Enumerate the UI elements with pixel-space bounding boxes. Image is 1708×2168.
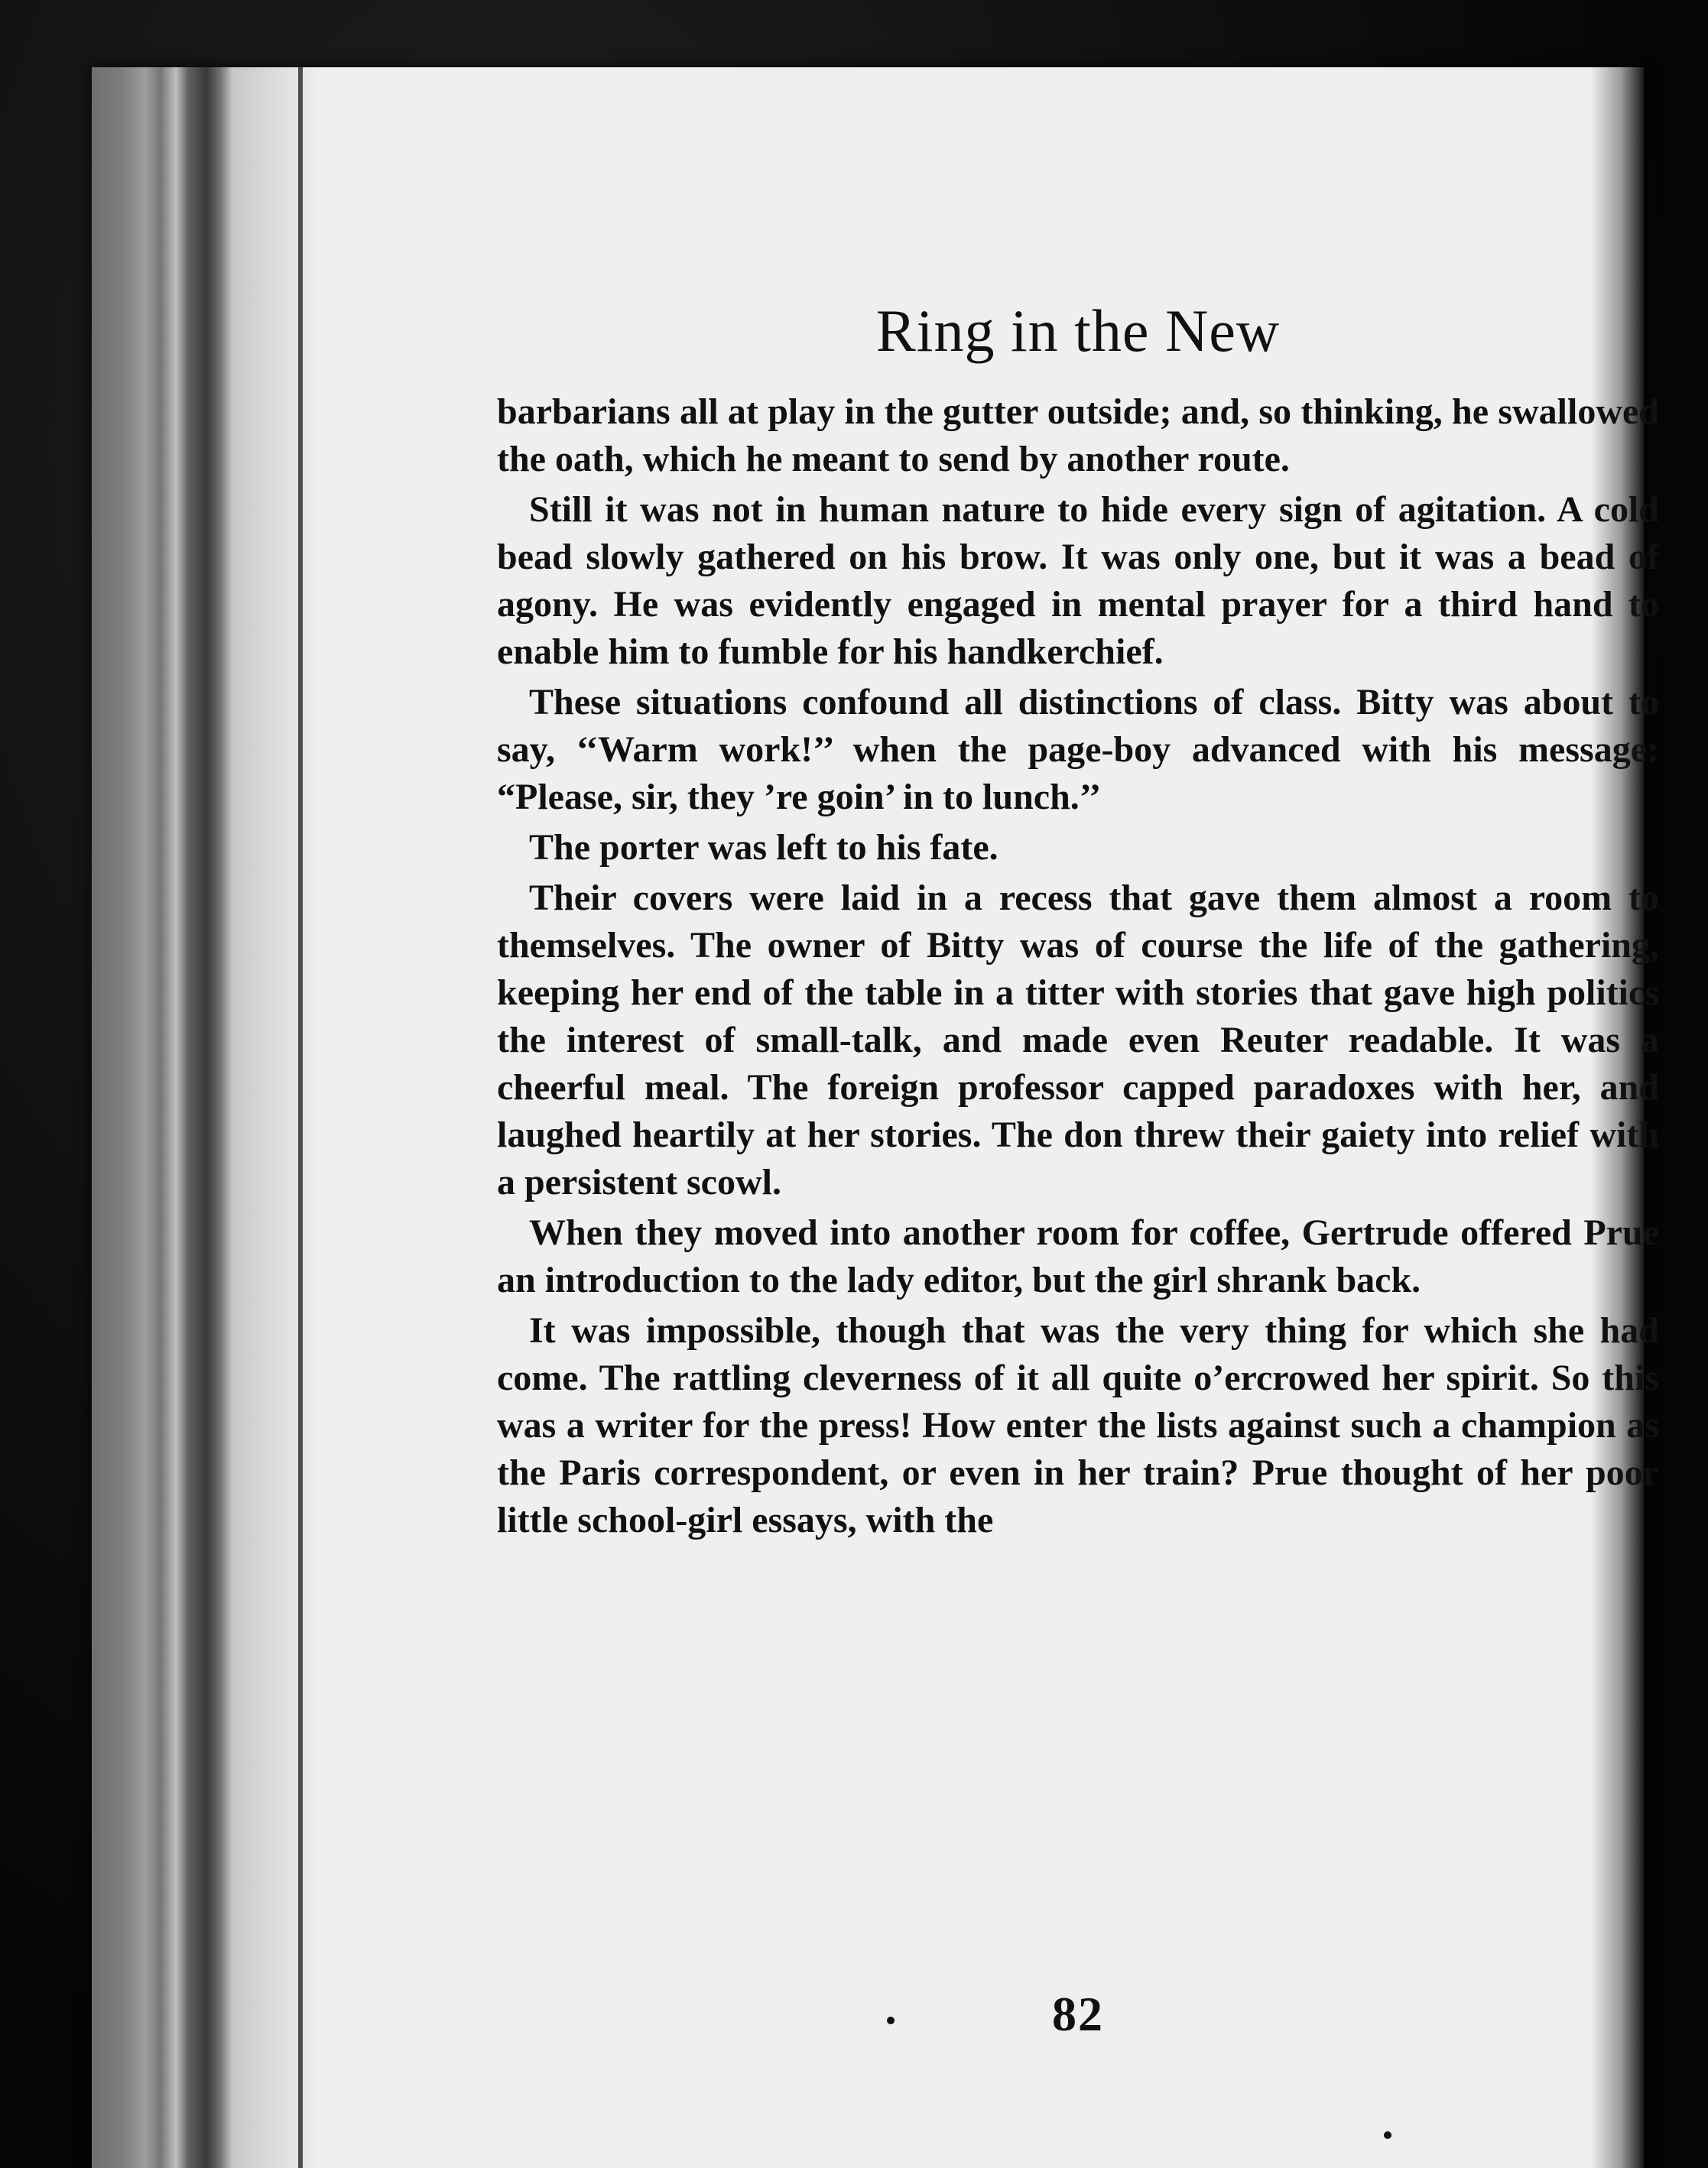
ink-speck (1384, 2131, 1391, 2139)
ink-speck (887, 2017, 895, 2024)
paragraph: These situations confound all distinctions of class. Bitty was about to say, ‘‘Warm work!’’ when the page-boy advanced with his message: “Please, sir, they ’re goin’ in to lunch.’’ (497, 682, 1659, 817)
page-content (497, 228, 1659, 2139)
book-page (92, 67, 1659, 2168)
paragraph: The porter was left to his fate. (529, 827, 998, 868)
page-number: 82 (1052, 1987, 1104, 2041)
body-text (497, 388, 1659, 1547)
paragraph: barbarians all at play in the gutter outside; and, so thinking, he swallowed the oath, which he meant to send by another route. (497, 391, 1659, 479)
paragraph: When they moved into another room for coffee, Gertrude offered Prue an introduction to the lady editor, but the girl shrank back. (497, 1212, 1659, 1300)
running-head: Ring in the New (875, 297, 1281, 364)
page-gutter-edge (92, 67, 336, 2168)
paragraph: It was impossible, though that was the very thing for which she had come. The rattling cleverness of it all quite o’ercrowed her spirit. So this was a writer for the press! How enter the lists against such a champion as the Paris correspondent, or even in her train? Prue thought of her poor little school-girl essays, with the (497, 1310, 1659, 1540)
paragraph: Still it was not in human nature to hide every sign of agitation. A cold bead slowly gathered on his brow. It was only one, but it was a bead of agony. He was evidently engaged in mental prayer for a third hand to enable him to fumble for his handkerchief. (497, 489, 1659, 672)
paragraph: Their covers were laid in a recess that gave them almost a room to themselves. The owner of Bitty was of course the life of the gathering, keeping her end of the table in a titter with stories that gave high politics the interest of small-talk, and made even Reuter readable. It was a cheerful meal. The foreign professor capped paradoxes with her, and laughed heartily at her stories. The don threw their gaiety into relief with a persistent scowl. (497, 878, 1659, 1202)
